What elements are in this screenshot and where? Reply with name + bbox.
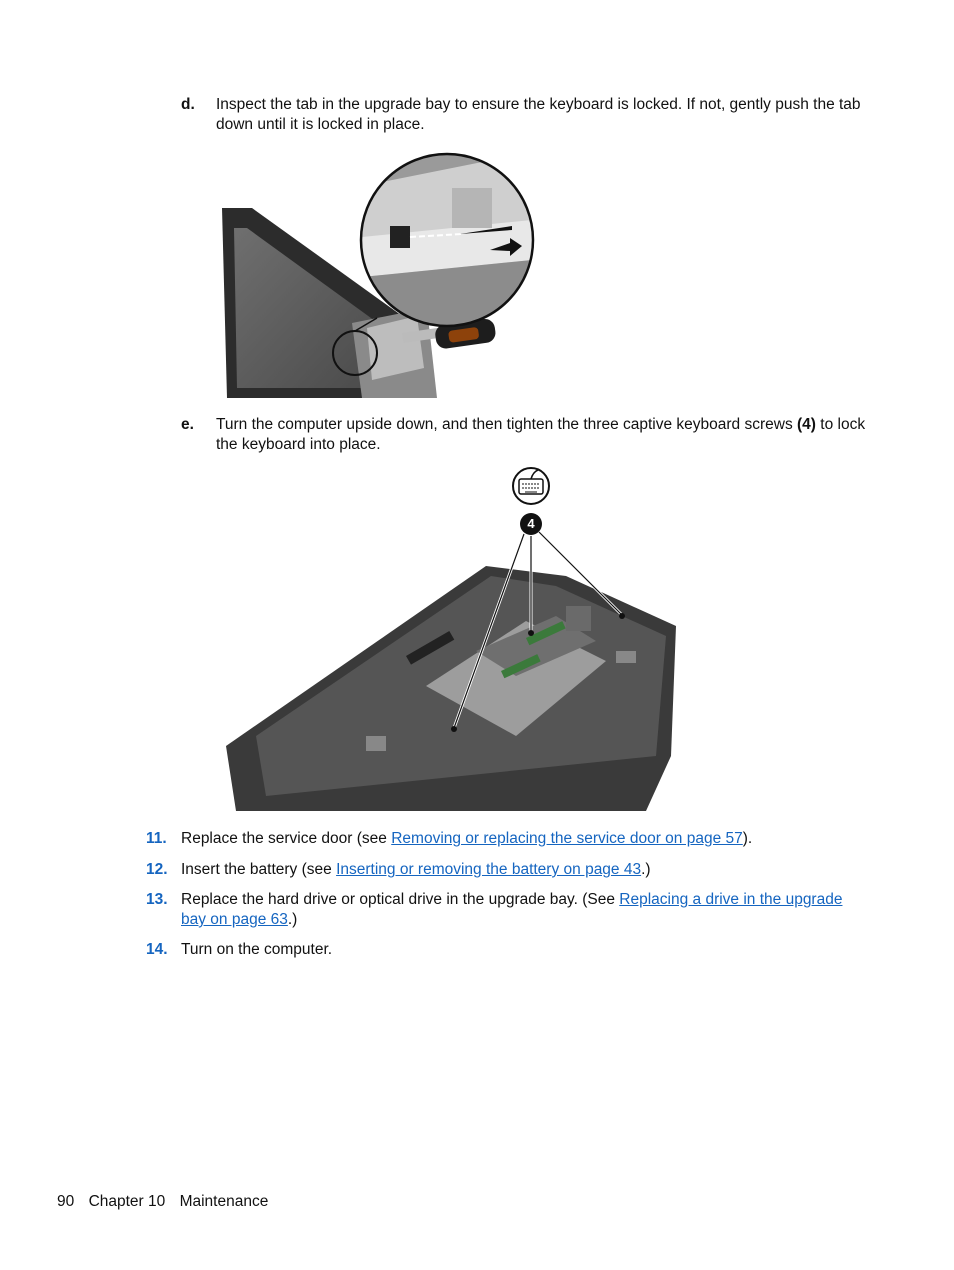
substep-text: Turn the computer upside down, and then tighten the three captive keyboard screws (4) to lock the keyboard into place. [216,416,866,453]
substep-text: Inspect the tab in the upgrade bay to ensure the keyboard is locked. If not, gently push the tab down until it is locked in place. [216,96,861,133]
figure-keyboard-screws [226,466,676,811]
step-number: 11. [146,830,167,847]
callout-ref: (4) [797,416,816,433]
section-label: Maintenance [179,1193,269,1210]
computer-bottom-illustration [226,466,676,811]
callout-4-label: 4 [527,516,535,531]
chapter-label: Chapter 10 [88,1193,166,1210]
figure-keyboard-tab-lock [212,148,542,398]
link-upgrade-bay-drive[interactable]: Replacing a drive in the upgrade bay on page 63 [181,891,843,928]
substep-label: d. [181,96,195,113]
page-number: 90 [57,1193,75,1210]
step-text: Insert the battery (see Inserting or removing the battery on page 43.) [181,861,651,878]
laptop-tab-illustration [212,148,542,398]
page-footer [57,1192,278,1212]
step-text: Replace the service door (see Removing or replacing the service door on page 57). [181,830,753,847]
step-number: 12. [146,861,168,878]
link-battery[interactable]: Inserting or removing the battery on page 43 [336,861,642,878]
substep-label: e. [181,416,194,433]
step-number: 14. [146,941,168,958]
step-text: Turn on the computer. [181,941,333,958]
step-number: 13. [146,891,168,908]
step-text: Replace the hard drive or optical drive in the upgrade bay. (See Replacing a drive in the upgrade bay on page 63.) [181,891,843,928]
link-service-door[interactable]: Removing or replacing the service door on page 57 [391,830,743,847]
